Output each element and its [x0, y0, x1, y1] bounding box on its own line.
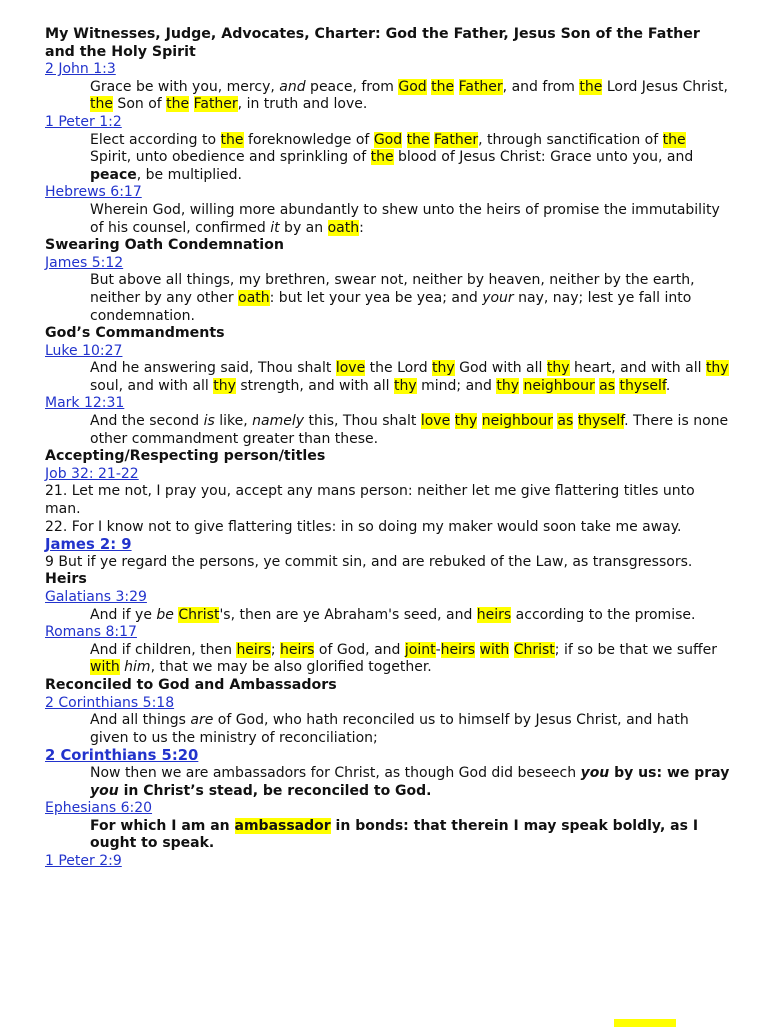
highlighted-word: neighbour [523, 377, 595, 394]
text-run: God with all [454, 360, 547, 377]
verse-text [45, 712, 730, 747]
text-run: him [124, 659, 151, 676]
text-run: of God, and [314, 641, 405, 658]
highlighted-word: the [220, 131, 244, 148]
highlighted-word: thy [213, 377, 236, 394]
document-content [45, 61, 730, 870]
text-run: like, [214, 413, 253, 430]
text-run: you [90, 782, 119, 799]
verse-text [45, 272, 730, 325]
text-run: And the second [90, 413, 204, 430]
text-run: foreknowledge of [243, 131, 374, 148]
text-run: And all things [90, 712, 191, 729]
scripture-reference-link[interactable]: Hebrews 6:17 [45, 184, 142, 201]
highlighted-word: thy [496, 377, 520, 394]
highlighted-word: love [335, 360, 366, 377]
scripture-reference-link[interactable]: Luke 10:27 [45, 342, 123, 359]
text-run: strength, and with all [235, 377, 395, 394]
verse-text [45, 413, 730, 448]
verse-text [45, 818, 730, 853]
text-run: , be multiplied. [136, 166, 243, 183]
highlighted-word: neighbour [481, 413, 553, 430]
text-run: 's, then are ye Abraham's seed, and [219, 606, 477, 623]
text-run [454, 79, 458, 95]
highlighted-word: with [479, 641, 510, 658]
text-run: heart, and with all [569, 360, 706, 377]
highlighted-word: as [557, 413, 574, 430]
section-heading: God’s Commandments [45, 325, 225, 342]
highlighted-word: oath [238, 289, 270, 306]
text-run: 9 But if ye regard the persons, ye commit sin, and are rebuked of the Law, as transgressors. [45, 553, 693, 570]
highlighted-word: thy [705, 360, 729, 377]
scripture-reference-link[interactable]: Job 32: 21-22 [45, 465, 139, 482]
text-run: Spirit, unto obedience and sprinkling of [90, 149, 371, 166]
text-run [402, 132, 406, 148]
verse-text [45, 132, 730, 185]
text-run: Son of [112, 96, 167, 113]
text-run: be [156, 606, 174, 623]
verse-text [45, 765, 730, 800]
verse-text [45, 79, 730, 114]
text-run: soul, and with all [90, 377, 214, 394]
highlighted-word: the [662, 131, 686, 148]
text-run: And if ye [90, 606, 157, 623]
text-run: ; if so be that we suffer [554, 641, 718, 658]
highlighted-word: thy [432, 360, 455, 377]
highlight-mark [614, 1019, 676, 1027]
text-run: of God, who hath reconciled us to himself by Jesus Christ, and hath given to us the ministry of reconciliation; [90, 712, 689, 746]
highlighted-word: heirs [440, 641, 476, 658]
document-page [45, 26, 730, 871]
text-run: by us: we pray [609, 764, 730, 781]
text-run: in bonds: that therein I may speak boldly, as I ought to speak. [90, 817, 699, 852]
highlighted-word: heirs [280, 641, 315, 658]
text-run: is [203, 413, 215, 430]
highlighted-word: Father [193, 96, 238, 113]
text-run: : but let your yea be yea; and [269, 289, 483, 306]
scripture-reference-link[interactable]: James 5:12 [45, 254, 124, 271]
scripture-reference-link[interactable]: Galatians 3:29 [45, 589, 147, 605]
highlighted-word: Father [458, 78, 503, 95]
text-run: , through sanctification of [478, 131, 663, 148]
scripture-reference-link[interactable]: 2 Corinthians 5:18 [45, 694, 175, 711]
text-run: 21. Let me not, I pray you, accept any mans person: neither let me give flattering titles unto man. [45, 483, 695, 518]
text-run: the Lord [365, 360, 433, 377]
text-run: Grace be with you, mercy, [90, 78, 280, 95]
highlighted-word: love [420, 413, 451, 430]
page-title: My Witnesses, Judge, Advocates, Charter: God the Father, Jesus Son of the Father and the Holy Spirit [45, 26, 700, 60]
text-run: But above all things, my brethren, swear not, neither by heaven, neither by the earth, neither by any other [90, 272, 695, 306]
text-run: For which I am an [90, 817, 235, 834]
verse-text [45, 642, 730, 677]
verse-text [45, 607, 730, 625]
text-run: in Christ’s stead, be reconciled to God. [118, 782, 432, 799]
text-run [189, 96, 193, 112]
section-heading: Heirs [45, 571, 87, 588]
highlighted-word: oath [327, 219, 360, 236]
highlighted-word: the [579, 78, 603, 95]
text-run: blood of Jesus Christ: Grace unto you, and [393, 149, 694, 166]
text-run: 22. For I know not to give flattering titles: in so doing my maker would soon take me away. [45, 518, 682, 535]
scripture-reference-link[interactable]: Romans 8:17 [45, 624, 137, 641]
highlighted-word: with [90, 659, 120, 676]
text-run: peace, from [305, 78, 399, 95]
highlighted-word: the [370, 149, 394, 166]
highlighted-word: ambassador [234, 817, 331, 834]
text-run: Now then we are ambassadors for Christ, as though God did beseech [90, 764, 581, 781]
text-run: . [665, 377, 671, 394]
highlighted-word: the [431, 78, 455, 95]
verse-text [45, 202, 730, 237]
plain-paragraph [45, 483, 730, 518]
plain-paragraph [45, 519, 730, 537]
text-run: this, Thou shalt [304, 413, 421, 430]
text-run: , and from [502, 78, 580, 95]
text-run: - [435, 641, 441, 658]
highlighted-word: God [398, 78, 427, 95]
scripture-reference-link[interactable]: 2 Corinthians 5:20 [45, 747, 199, 765]
highlighted-word: as [599, 377, 616, 394]
highlighted-word: heirs [476, 606, 512, 623]
section-heading: Accepting/Respecting person/titles [45, 448, 326, 465]
text-run: your [482, 289, 514, 306]
text-run: . There is none other commandment greater than these. [90, 413, 729, 447]
text-run [475, 642, 479, 658]
text-run: ; [270, 641, 281, 658]
text-run: and [279, 78, 306, 95]
section-heading: Reconciled to God and Ambassadors [45, 676, 337, 693]
text-run: peace [90, 166, 137, 183]
highlighted-word: Father [434, 131, 479, 148]
highlighted-word: God [373, 131, 403, 148]
text-run: And if children, then [90, 641, 237, 658]
scripture-reference-link[interactable]: 2 John 1:3 [45, 61, 116, 78]
highlighted-word: thy [454, 413, 478, 430]
text-run: , that we may be also glorified together. [150, 659, 432, 676]
highlighted-word: the [166, 96, 190, 113]
highlighted-word: thy [394, 377, 417, 394]
text-run: you [580, 764, 610, 781]
text-run: Lord Jesus Christ, [602, 78, 728, 95]
text-run: it [270, 219, 280, 236]
highlighted-word: heirs [236, 641, 271, 658]
text-run: by an [279, 219, 328, 236]
highlighted-word: Christ [178, 606, 220, 623]
scripture-reference-link[interactable]: 1 Peter 2:9 [45, 852, 122, 869]
highlighted-word: the [90, 96, 113, 113]
highlighted-word: thyself [577, 413, 625, 430]
highlighted-word: joint [404, 641, 436, 658]
section-heading: Swearing Oath Condemnation [45, 237, 285, 254]
text-run [450, 413, 454, 429]
scripture-reference-link[interactable]: Ephesians 6:20 [45, 800, 153, 817]
text-run: nay, nay; lest ye fall into condemnation. [90, 289, 692, 324]
text-run: Elect according to [90, 131, 221, 148]
scripture-reference-link[interactable]: Mark 12:31 [45, 395, 125, 412]
text-run: are [190, 712, 214, 729]
text-run: namely [252, 413, 305, 430]
highlighted-word: Christ [513, 641, 555, 658]
verse-text [45, 360, 730, 395]
text-run: , in truth and love. [237, 96, 368, 113]
highlighted-word: thyself [619, 377, 666, 394]
text-run: Wherein God, willing more abundantly to shew unto the heirs of promise the immutability of his counsel, confirmed [90, 201, 720, 236]
highlighted-word: thy [546, 360, 570, 377]
text-run: mind; and [416, 377, 497, 394]
highlighted-word: the [406, 131, 430, 148]
text-run: : [359, 219, 364, 236]
scripture-reference-link[interactable]: 1 Peter 1:2 [45, 113, 122, 130]
scripture-reference-link[interactable]: James 2: 9 [45, 536, 132, 554]
text-run: according to the promise. [511, 606, 696, 623]
text-run: And he answering said, Thou shalt [90, 360, 336, 377]
plain-paragraph [45, 554, 730, 572]
